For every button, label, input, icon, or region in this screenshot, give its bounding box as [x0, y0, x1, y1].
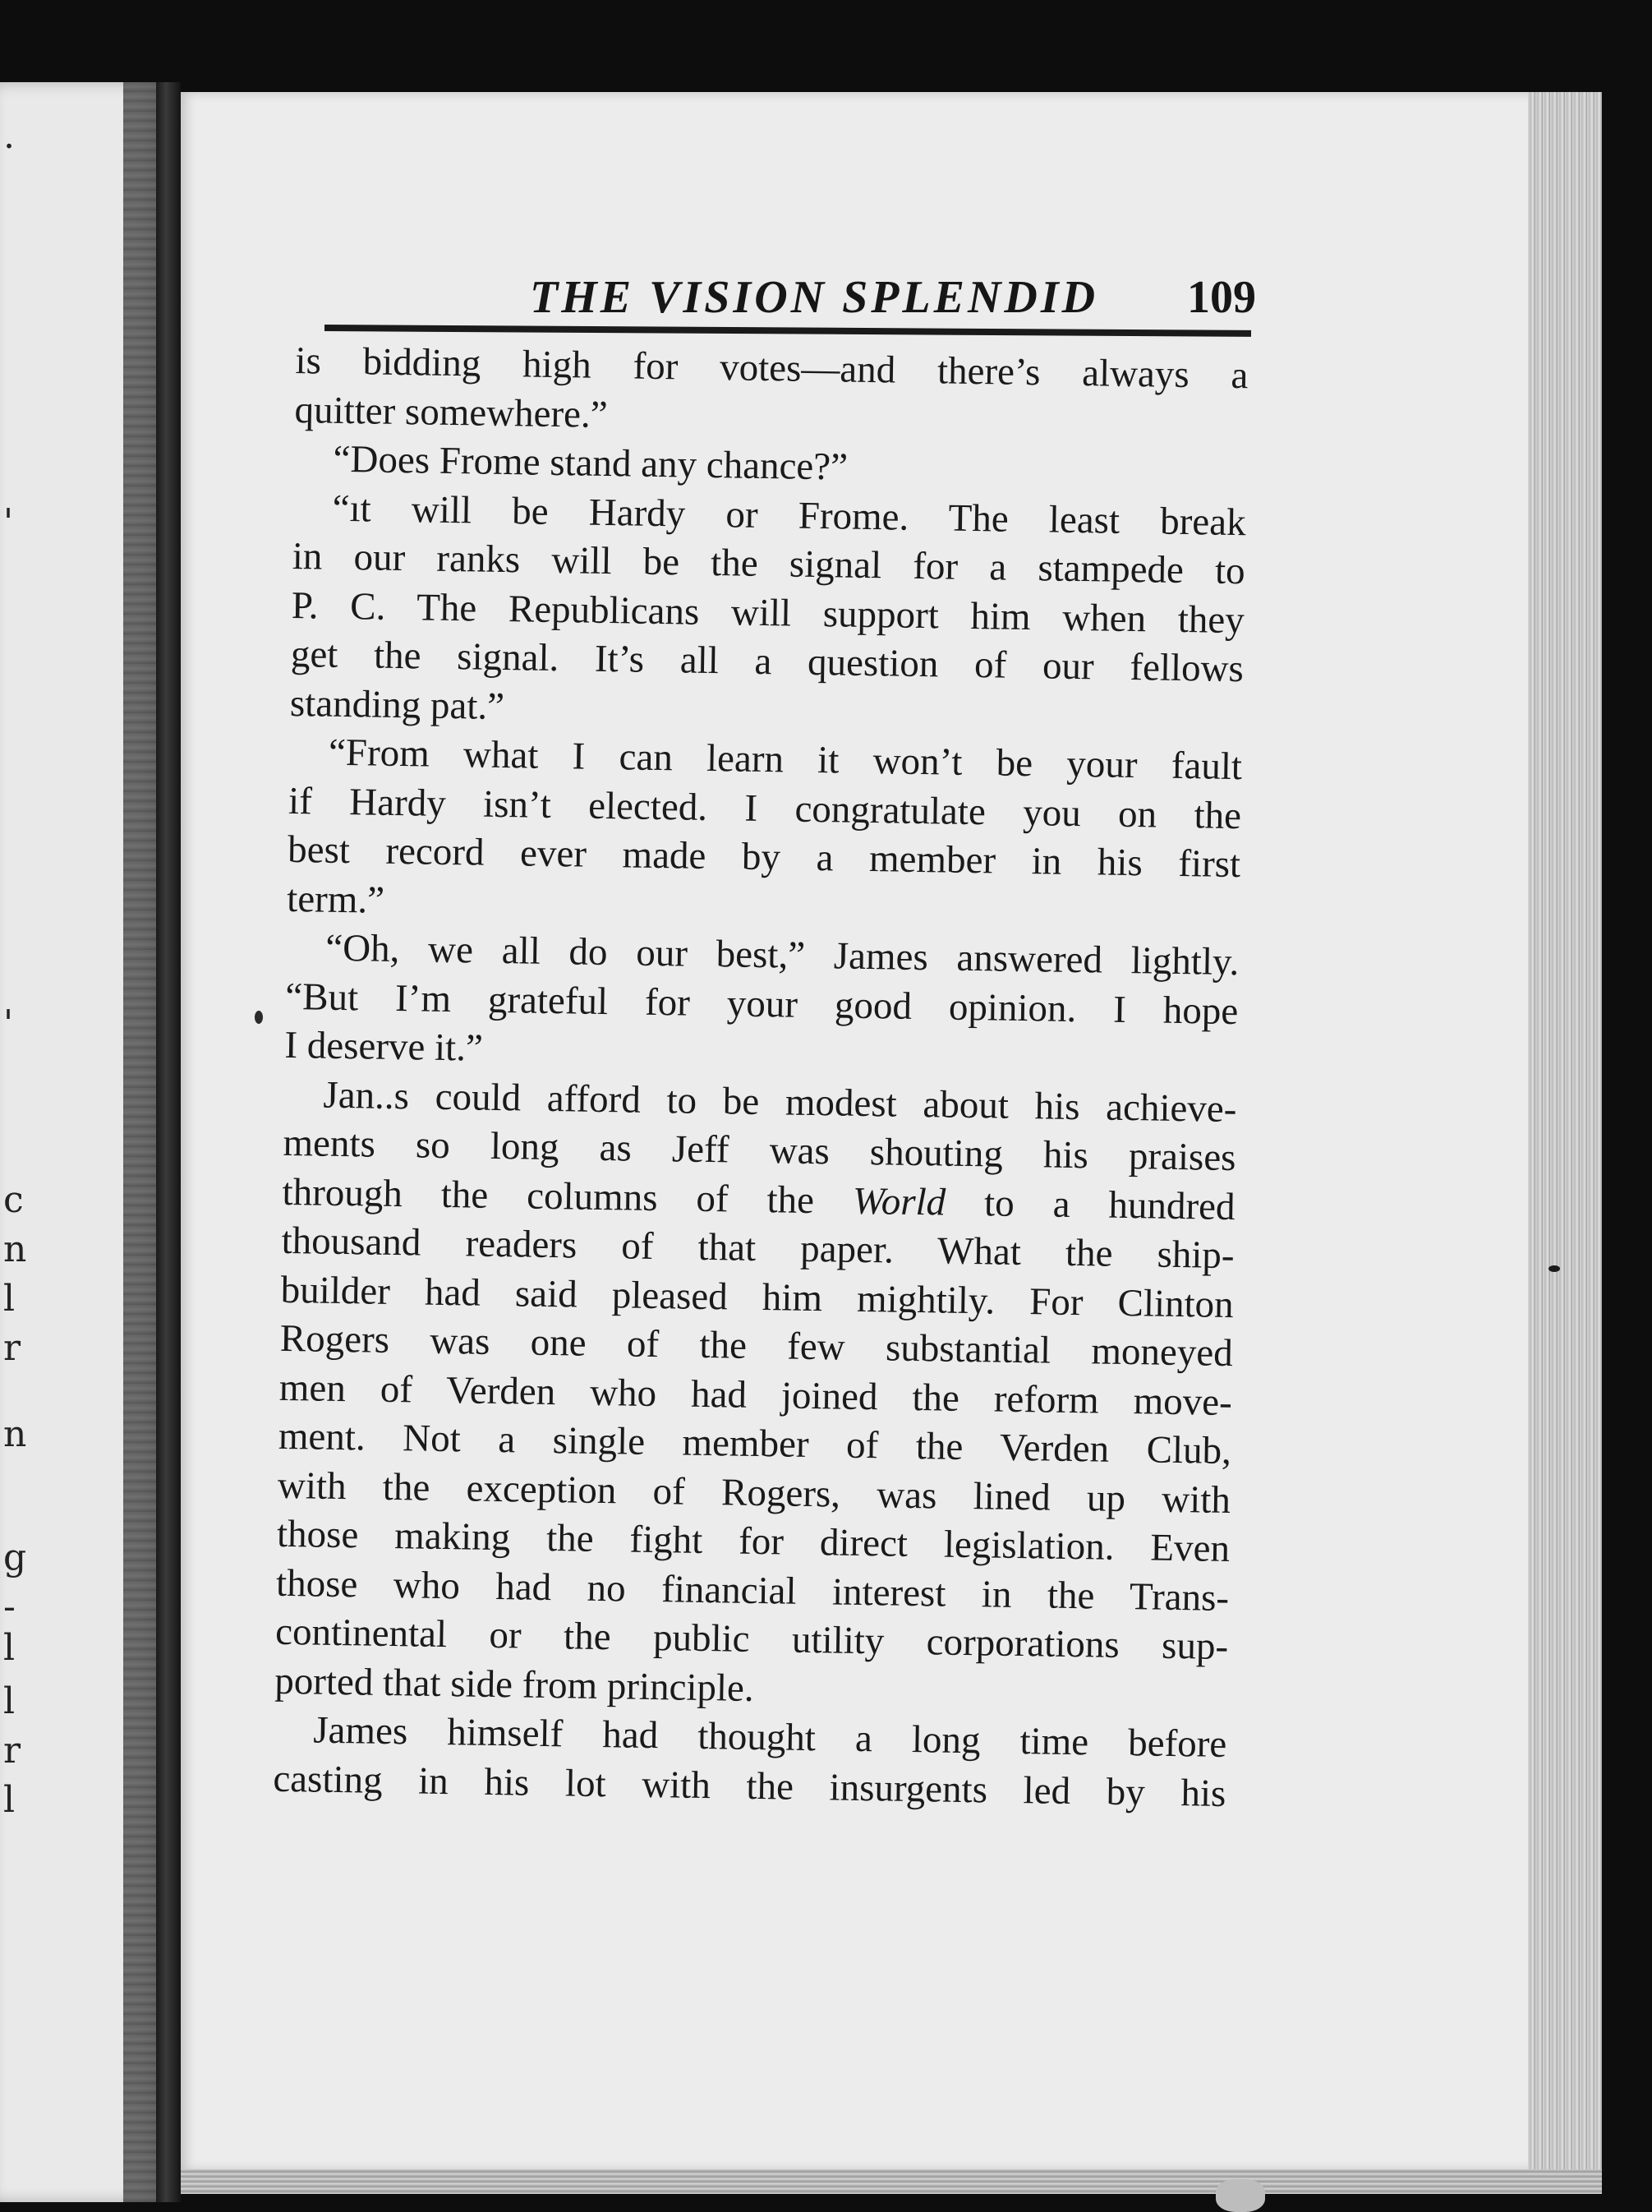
text-line: those who had no financial interest in the Trans-	[275, 1561, 1230, 1620]
edge-glyph: r	[3, 1730, 21, 1772]
left-page-edge-text	[0, 82, 30, 2202]
text-line: if Hardy isn’t elected. I congratulate you on the	[288, 779, 1242, 837]
text-line: get the signal. It’s all a question of our fellows	[290, 632, 1245, 691]
edge-glyph: n	[3, 1413, 27, 1455]
text-line: builder had said pleased him mightily. For Clinton	[280, 1268, 1235, 1326]
text-line: term.”	[286, 877, 385, 922]
text-fragment: to a hundred	[945, 1181, 1236, 1228]
edge-glyph: l	[3, 1680, 16, 1722]
text-line: those making the fight for direct legislation. Even	[276, 1512, 1231, 1571]
text-line: ported that side from principle.	[274, 1659, 755, 1710]
text-line: “But I’m grateful for your good opinion. I hope	[284, 975, 1239, 1033]
text-line: “Does Frome stand any chance?”	[333, 437, 849, 489]
text-line: “Oh, we all do our best,” James answered lightly.	[324, 926, 1240, 984]
text-line: standing pat.”	[289, 681, 505, 728]
text-line: Jan..s could afford to be modest about his achieve-	[323, 1073, 1237, 1131]
edge-glyph: '	[3, 501, 14, 543]
text-line: P. C. The Republicans will support him when they	[291, 583, 1245, 642]
edge-glyph: l	[3, 1627, 16, 1669]
scan-speck	[1548, 1265, 1560, 1272]
text-fragment: through the columns of the	[282, 1170, 854, 1223]
edge-glyph: g	[3, 1537, 27, 1578]
text-line: “From what I can learn it won’t be your fault	[328, 730, 1243, 789]
scan-speck	[255, 1011, 263, 1024]
page-edges-bottom	[181, 2169, 1602, 2194]
text-line: ments so long as Jeff was shouting his praises	[283, 1121, 1236, 1180]
text-line: thousand readers of that paper. What the ship-	[281, 1219, 1235, 1278]
text-line: ment. Not a single member of the Verden Club,	[278, 1414, 1232, 1473]
edge-glyph: l	[3, 1278, 16, 1320]
text-line: is bidding high for votes—and there’s always a	[295, 339, 1249, 398]
edge-glyph: n	[3, 1228, 27, 1270]
edge-glyph: .	[3, 115, 15, 157]
page-gutter	[156, 82, 181, 2202]
text-line: I deserve it.”	[284, 1023, 484, 1070]
edge-glyph: c	[3, 1179, 24, 1221]
edge-glyph: -	[3, 1586, 16, 1628]
edge-glyph: '	[3, 1002, 14, 1044]
text-line: casting in his lot with the insurgents led by his	[273, 1757, 1226, 1815]
page-number: 109	[1187, 272, 1256, 323]
text-line: best record ever made by a member in his first	[287, 827, 1241, 887]
edge-glyph: l	[3, 1779, 16, 1821]
running-head	[324, 265, 1256, 330]
text-line: James himself had thought a long time before	[312, 1708, 1227, 1767]
page-edges-right	[1528, 92, 1602, 2171]
text-line: “ıt will be Hardy or Frome. The least break	[332, 486, 1247, 544]
edge-glyph: r	[3, 1327, 21, 1369]
text-line: in our ranks will be the signal for a stampede to	[292, 534, 1246, 593]
scan-artifact	[1216, 2179, 1265, 2212]
text-line: quitter somewhere.”	[294, 388, 609, 436]
text-line: Rogers was one of the few substantial moneyed	[279, 1316, 1234, 1376]
running-head-title: THE VISION SPLENDID	[530, 272, 1099, 323]
text-line: continental or the public utility corporations sup-	[274, 1610, 1229, 1669]
text-line: men of Verden who had joined the reform move-	[278, 1366, 1233, 1424]
italic-newspaper-name: World	[852, 1179, 946, 1224]
text-line: with the exception of Rogers, was lined up with	[277, 1463, 1231, 1522]
body-text	[273, 337, 1249, 1818]
